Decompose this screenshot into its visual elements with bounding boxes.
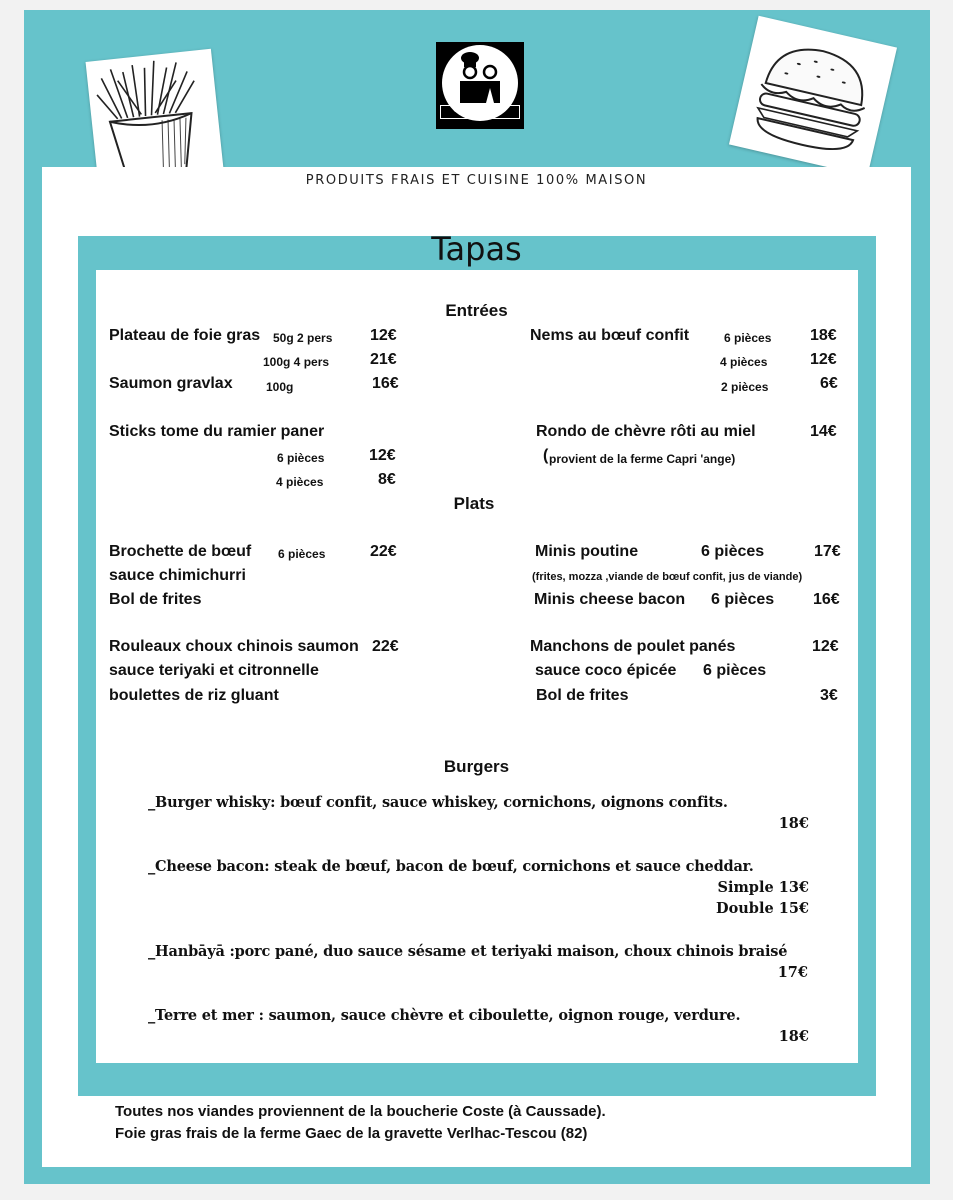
price-foie-gras-2: 21€ (370, 351, 397, 368)
burger-desc-terre-mer: _Terre et mer : saumon, sauce chèvre et ciboulette, oignon rouge, verdure. (148, 1007, 741, 1024)
price-nems-3: 6€ (820, 375, 838, 392)
option-nems-2: 4 pièces (720, 355, 768, 369)
item-nems: Nems au bœuf confit (530, 327, 690, 344)
brand-logo (436, 42, 524, 129)
page-title: Tapas (431, 230, 522, 268)
item-saumon: Saumon gravlax (109, 375, 233, 392)
item-brochette: Brochette de bœuf (109, 543, 252, 560)
section-heading-plats: Plats (453, 494, 495, 513)
option-brochette: 6 pièces (278, 547, 326, 561)
item-rouleaux: Rouleaux choux chinois saumon (109, 638, 359, 655)
tagline: PRODUITS FRAIS ET CUISINE 100% MAISON (305, 173, 648, 188)
price-rondo: 14€ (810, 423, 837, 440)
price-sticks-1: 12€ (369, 447, 396, 464)
price-poutine: 17€ (814, 543, 841, 560)
option-foie-gras-2: 100g 4 pers (263, 355, 330, 369)
item-manchons: Manchons de poulet panés (530, 638, 736, 655)
price-bol-frites: 3€ (820, 687, 838, 704)
section-heading-entrees: Entrées (445, 301, 508, 320)
item-cheese-bacon: Minis cheese bacon (534, 591, 686, 608)
item-bol-frites: Bol de frites (536, 687, 629, 704)
burger-price-terre-mer: 18€ (778, 1028, 809, 1045)
burger-price-double: Double 15€ (716, 900, 809, 917)
price-nems-2: 12€ (810, 351, 837, 368)
option-sticks-2: 4 pièces (276, 475, 324, 489)
price-foie-gras-1: 12€ (370, 327, 397, 344)
option-poutine: 6 pièces (701, 543, 765, 560)
footer-line-1: Toutes nos viandes proviennent de la boucherie Coste (à Caussade). (115, 1103, 606, 1120)
section-heading-burgers: Burgers (443, 757, 510, 776)
note-poutine: (frites, mozza ,viande de bœuf confit, jus de viande) (532, 571, 803, 583)
option-nems-1: 6 pièces (724, 331, 772, 345)
option-nems-3: 2 pièces (721, 380, 769, 394)
option-saumon: 100g (266, 380, 294, 394)
item-manchons-sauce: sauce coco épicée (535, 662, 677, 679)
chef-icon (452, 48, 508, 104)
burger-price-simple: Simple 13€ (717, 879, 809, 896)
item-rouleaux-sauce: sauce teriyaki et citronnelle (109, 662, 319, 679)
item-rondo: Rondo de chèvre rôti au miel (536, 423, 756, 440)
price-rouleaux: 22€ (372, 638, 399, 655)
burger-desc-hanbaya: _Hanbāyā :porc pané, duo sauce sésame et teriyaki maison, choux chinois braisé (148, 943, 788, 960)
price-manchons: 12€ (812, 638, 839, 655)
price-saumon: 16€ (372, 375, 399, 392)
price-nems-1: 18€ (810, 327, 837, 344)
burger-desc-cheese-bacon: _Cheese bacon: steak de bœuf, bacon de bœuf, cornichons et sauce cheddar. (148, 858, 754, 875)
item-foie-gras: Plateau de foie gras (109, 327, 261, 344)
price-sticks-2: 8€ (378, 471, 396, 488)
burger-price-whisky: 18€ (778, 815, 809, 832)
item-brochette-side: Bol de frites (109, 591, 202, 608)
option-cheese-bacon: 6 pièces (711, 591, 775, 608)
footer-line-2: Foie gras frais de la ferme Gaec de la gravette Verlhac-Tescou (82) (115, 1125, 588, 1142)
brand-name: Ô FRAIS'RO (452, 105, 508, 115)
price-brochette: 22€ (370, 543, 397, 560)
option-foie-gras-1: 50g 2 pers (273, 331, 333, 345)
item-brochette-sauce: sauce chimichurri (109, 567, 246, 584)
price-cheese-bacon: 16€ (813, 591, 840, 608)
option-sticks-1: 6 pièces (277, 451, 325, 465)
option-manchons: 6 pièces (703, 662, 767, 679)
note-rondo: provient de la ferme Capri 'ange) (549, 452, 736, 466)
item-sticks: Sticks tome du ramier paner (109, 423, 325, 440)
note-rondo-paren: ( (543, 447, 549, 464)
item-poutine: Minis poutine (535, 543, 639, 560)
item-rouleaux-side: boulettes de riz gluant (109, 687, 279, 704)
burger-desc-whisky: _Burger whisky: bœuf confit, sauce whiskey, cornichons, oignons confits. (148, 794, 728, 811)
burger-price-hanbaya: 17€ (777, 964, 808, 981)
